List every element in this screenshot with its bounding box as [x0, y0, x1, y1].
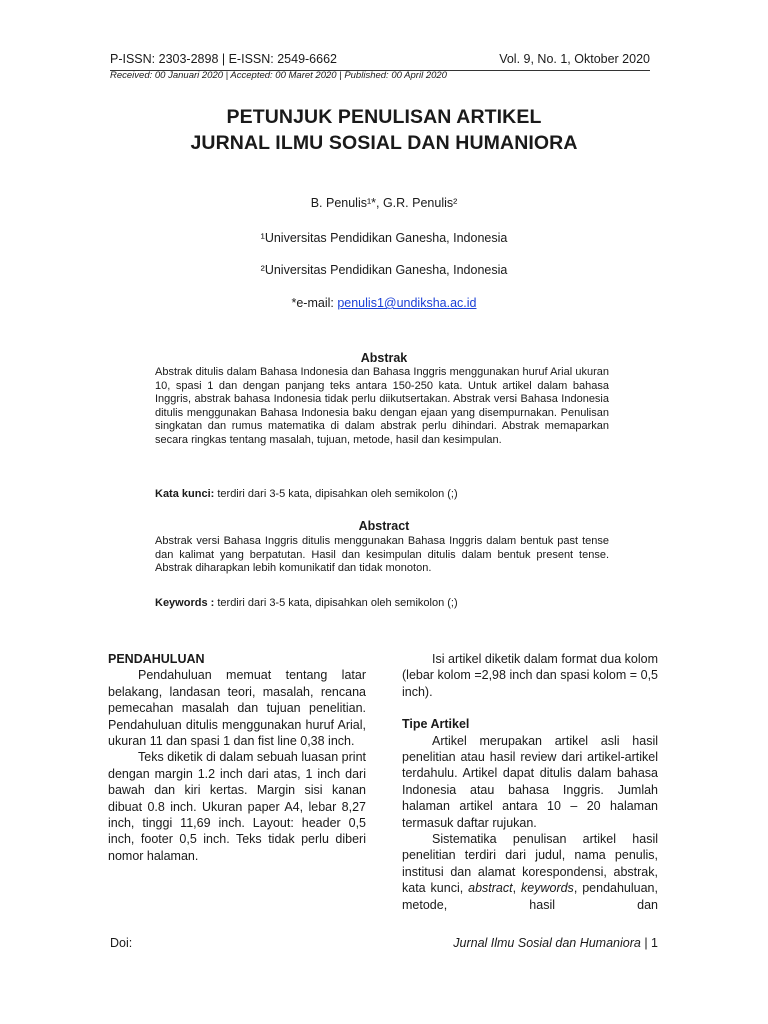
keywords-italic: keywords	[521, 881, 574, 896]
keywords-label: Keywords :	[155, 597, 215, 609]
format-paragraph: Isi artikel diketik dalam format dua kolom (lebar kolom =2,98 inch dan spasi kolom = 0,5 inch).	[402, 652, 658, 699]
right-column	[402, 651, 658, 913]
authors: B. Penulis¹*, G.R. Penulis²	[310, 196, 458, 210]
tipe-artikel-paragraph-2	[402, 831, 658, 913]
pendahuluan-paragraph-2: Teks diketik di dalam sebuah luasan print dengan margin 1.2 inch dari atas, 1 inch dari bawah dan kiri kertas. Margin sisi kanan dibuat 0.8 inch. Ukuran paper A4, lebar 8,27 inch, tinggi 11,69 inch. Layout: header 0,5 inch, footer 0,5 inch. Teks tidak perlu diberi nomor halaman.	[108, 750, 366, 863]
kata-kunci-label: Kata kunci:	[155, 488, 215, 500]
keywords-line	[155, 597, 458, 609]
left-column	[108, 651, 366, 864]
keywords-text: terdiri dari 3-5 kata, dipisahkan oleh semikolon (;)	[214, 597, 458, 609]
footer-page-number: | 1	[640, 936, 658, 950]
tipe-artikel-paragraph-1: Artikel merupakan artikel asli hasil penelitian atau hasil review dari artikel-artikel terdahulu. Artikel dapat ditulis dalam bahasa Indonesia atau bahasa Inggris. Jumlah halaman artikel antara 10 – 20 halaman termasuk daftar rujukan.	[402, 733, 658, 830]
running-header	[110, 52, 650, 71]
email-line	[0, 296, 768, 310]
volume-text: Vol. 9, No. 1, Oktober 2020	[499, 52, 650, 66]
title-line-2: JURNAL ILMU SOSIAL DAN HUMANIORA	[190, 132, 578, 154]
tipe-artikel-heading: Tipe Artikel	[402, 717, 470, 732]
publication-dates: Received: 00 Januari 2020 | Accepted: 00 Maret 2020 | Published: 00 April 2020	[110, 70, 447, 81]
issn-text: P-ISSN: 2303-2898 | E-ISSN: 2549-6662	[110, 52, 337, 66]
page-footer	[110, 936, 658, 950]
kata-kunci-line	[155, 488, 458, 500]
footer-journal-name: Jurnal Ilmu Sosial dan Humaniora	[453, 936, 641, 950]
abstrak-text: Abstrak ditulis dalam Bahasa Indonesia dan Bahasa Inggris menggunakan huruf Arial ukuran 10, spasi 1 dan dengan panjang teks antara 150-250 kata. Untuk artikel dalam bahasa Inggris, abstrak bahasa Indonesia tidak perlu diikutsertakan. Abstrak versi Bahasa Indonesia ditulis menggunakan Bahasa Indonesia baku dengan ejaan yang disempurnakan. Penulisan singkatan dan rumus matematika di dalam abstrak perlu dihindari. Abstrak memaparkan secara ringkas tentang masalah, tujuan, metode, hasil dan kesimpulan.	[155, 366, 609, 446]
sistematika-text-a: Sistematika penulisan artikel hasil penelitian terdiri dari judul, nama penulis, institusi dan alamat korespondensi, abstrak, kata kunci,	[402, 832, 658, 896]
pendahuluan-paragraph-1: Pendahuluan memuat tentang latar belakang, landasan teori, masalah, rencana pemecahan masalah dan tujuan penelitian. Pendahuluan ditulis menggunakan huruf Arial, ukuran 11 dan spasi 1 dan fist line 0,38 inch.	[108, 668, 366, 749]
abstract-heading: Abstract	[358, 519, 410, 533]
title-line-1: PETUNJUK PENULISAN ARTIKEL	[226, 106, 542, 128]
abstract-italic: abstract	[468, 881, 513, 896]
email-link[interactable]: penulis1@undiksha.ac.id	[337, 296, 477, 310]
affiliation-2: ²Universitas Pendidikan Ganesha, Indonesia	[260, 263, 508, 277]
affiliation-1: ¹Universitas Pendidikan Ganesha, Indonesia	[260, 231, 508, 245]
kata-kunci-text: terdiri dari 3-5 kata, dipisahkan oleh semikolon (;)	[214, 488, 458, 500]
pendahuluan-heading: PENDAHULUAN	[108, 652, 205, 666]
abstrak-heading: Abstrak	[360, 351, 408, 365]
footer-journal	[453, 936, 658, 950]
sistematika-text-c: , pendahuluan, metode, hasil dan	[402, 881, 658, 912]
abstract-text: Abstrak versi Bahasa Inggris ditulis menggunakan Bahasa Inggris dalam bentuk past tense dan kalimat yang berpatutan. Hasil dan kesimpulan ditulis dalam bentuk present tense. Abstrak diharapkan lebih komunikatif dan tidak monoton.	[155, 535, 609, 574]
sistematika-text-b: ,	[512, 881, 522, 896]
email-label: *e-mail:	[291, 296, 338, 310]
doi-label: Doi:	[110, 936, 133, 950]
